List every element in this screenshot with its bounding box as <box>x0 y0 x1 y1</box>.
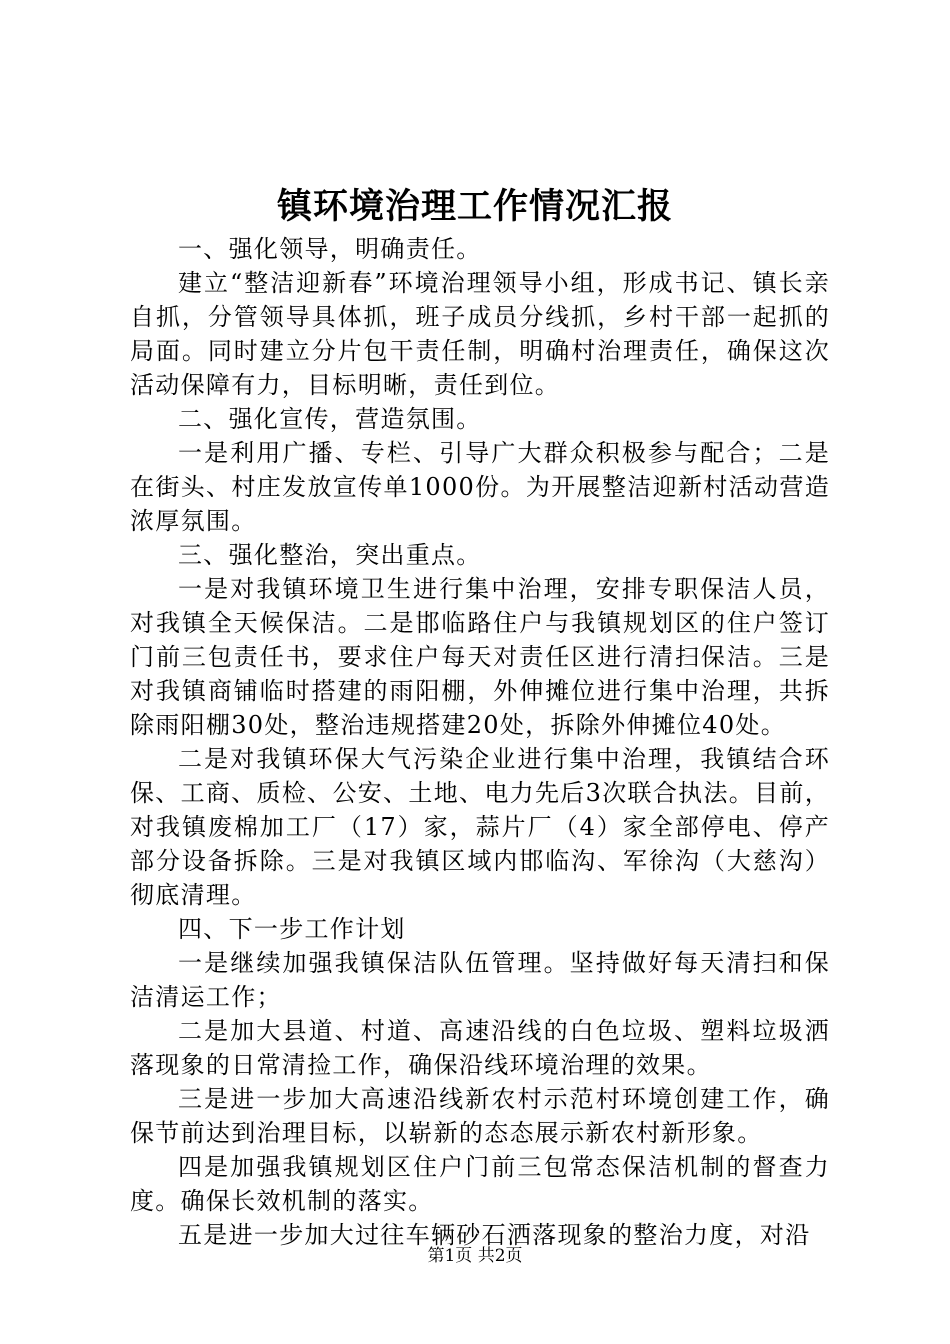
body-paragraph: 二是对我镇环保大气污染企业进行集中治理，我镇结合环保、工商、质检、公安、土地、电力先后3次联合执法。目前，对我镇废棉加工厂（17）家，蒜片厂（4）家全部停电、停产部分设备拆除。三是对我镇区域内邯临沟、军徐沟（大慈沟）彻底清理。 <box>130 745 830 909</box>
page-footer: 第1页 共2页 <box>427 1246 523 1266</box>
plan-item: 一是继续加强我镇保洁队伍管理。坚持做好每天清扫和保洁清运工作； <box>130 949 830 1011</box>
plan-item: 五是进一步加大过往车辆砂石洒落现象的整治力度，对沿 <box>178 1221 811 1249</box>
document-body <box>130 232 830 1252</box>
body-paragraph: 一是对我镇环境卫生进行集中治理，安排专职保洁人员，对我镇全天候保洁。二是邯临路住户与我镇规划区的住户签订门前三包责任书，要求住户每天对责任区进行清扫保洁。三是对我镇商铺临时搭建的雨阳棚，外伸摊位进行集中治理，共拆除雨阳棚30处，整治违规搭建20处，拆除外伸摊位40处。 <box>130 575 830 739</box>
plan-item: 三是进一步加大高速沿线新农村示范村环境创建工作，确保节前达到治理目标，以崭新的态态展示新农村新形象。 <box>130 1085 830 1147</box>
section-heading-2: 二、强化宣传，营造氛围。 <box>178 405 482 433</box>
plan-item: 四是加强我镇规划区住户门前三包常态保洁机制的督查力度。确保长效机制的落实。 <box>130 1153 830 1215</box>
section-heading-4: 四、下一步工作计划 <box>178 915 406 943</box>
body-paragraph: 建立“整洁迎新春”环境治理领导小组，形成书记、镇长亲自抓，分管领导具体抓，班子成员分线抓，乡村干部一起抓的局面。同时建立分片包干责任制，明确村治理责任，确保这次活动保障有力，目标明晰，责任到位。 <box>130 269 830 399</box>
plan-item: 二是加大县道、村道、高速沿线的白色垃圾、塑料垃圾洒落现象的日常清捡工作，确保沿线环境治理的效果。 <box>130 1017 830 1079</box>
document-title: 镇环境治理工作情况汇报 <box>276 186 673 227</box>
section-heading-3: 三、强化整治，突出重点。 <box>178 541 482 569</box>
body-paragraph: 一是利用广播、专栏、引导广大群众积极参与配合；二是在街头、村庄发放宣传单1000份。为开展整洁迎新村活动营造浓厚氛围。 <box>130 439 830 535</box>
section-heading-1: 一、强化领导，明确责任。 <box>178 235 482 263</box>
